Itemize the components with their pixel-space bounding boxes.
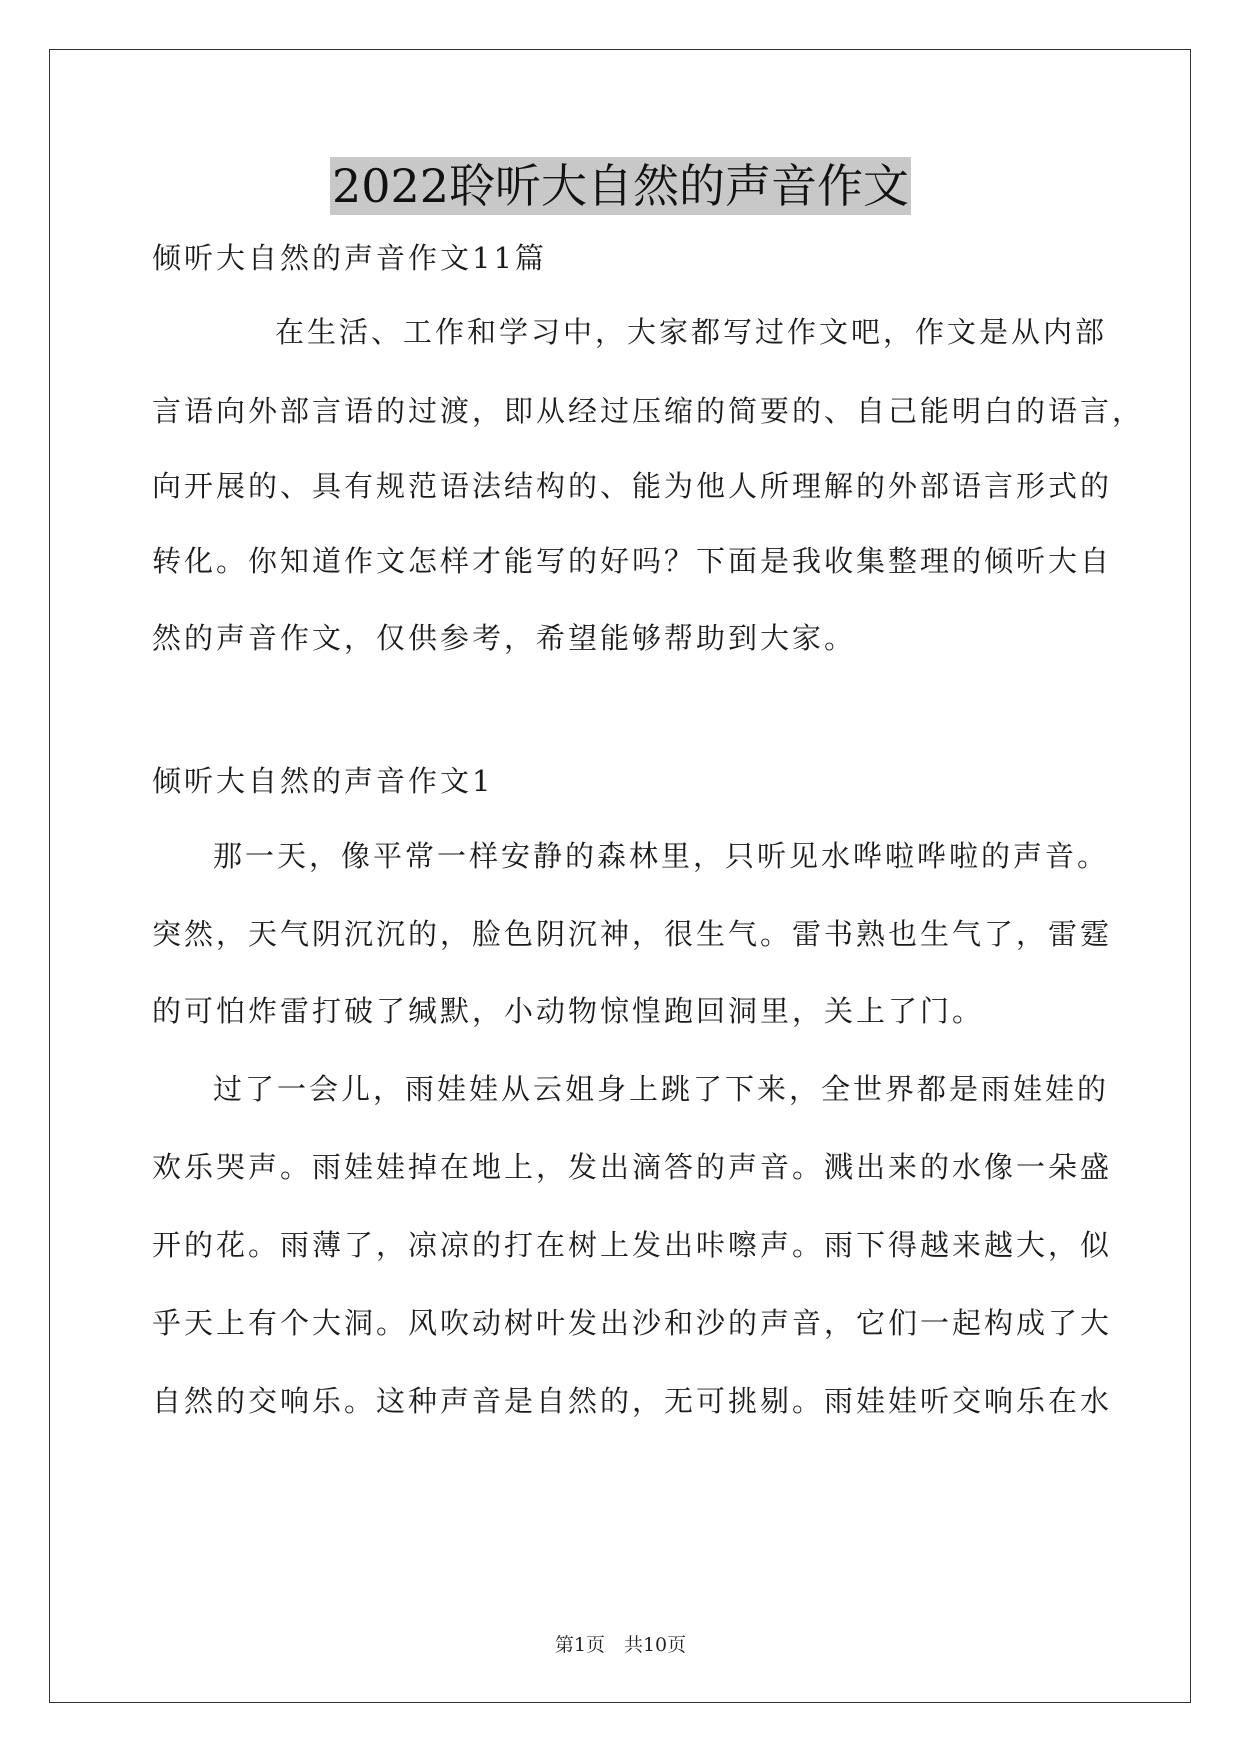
paragraph-line: 过了一会儿，雨娃娃从云姐身上跳了下来，全世界都是雨娃娃的 <box>213 1072 1110 1106</box>
paragraph-line: 自然的交响乐。这种声音是自然的，无可挑剔。雨娃娃听交响乐在水 <box>152 1384 1113 1418</box>
paragraph-line: 乎天上有个大洞。风吹动树叶发出沙和沙的声音，它们一起构成了大 <box>152 1306 1113 1340</box>
intro-line: 转化。你知道作文怎样才能写的好吗？下面是我收集整理的倾听大自 <box>152 544 1113 578</box>
page-number: 第1页 共10页 <box>554 1634 687 1656</box>
intro-line: 言语向外部言语的过渡，即从经过压缩的简要的、自己能明白的语言， <box>152 394 1145 428</box>
intro-line: 向开展的、具有规范语法结构的、能为他人所理解的外部语言形式的 <box>152 469 1113 503</box>
paragraph-line: 那一天，像平常一样安静的森林里，只听见水哗啦哗啦的声音。 <box>213 839 1110 873</box>
intro-line: 在生活、工作和学习中，大家都写过作文吧，作文是从内部 <box>275 315 1108 349</box>
paragraph-line: 欢乐哭声。雨娃娃掉在地上，发出滴答的声音。溅出来的水像一朵盛 <box>152 1150 1113 1184</box>
intro-line: 然的声音作文，仅供参考，希望能够帮助到大家。 <box>152 621 857 655</box>
document-title: 2022聆听大自然的声音作文 <box>331 159 910 213</box>
subtitle: 倾听大自然的声音作文11篇 <box>152 241 547 275</box>
paragraph-line: 突然，天气阴沉沉的，脸色阴沉神，很生气。雷书熟也生气了，雷霆 <box>152 917 1113 951</box>
paragraph-line: 开的花。雨薄了，凉凉的打在树上发出咔嚓声。雨下得越来越大，似 <box>152 1228 1113 1262</box>
paragraph-line: 的可怕炸雷打破了缄默，小动物惊惶跑回洞里，关上了门。 <box>152 994 985 1028</box>
page-border <box>49 49 1191 1703</box>
section-heading: 倾听大自然的声音作文1 <box>152 764 494 798</box>
